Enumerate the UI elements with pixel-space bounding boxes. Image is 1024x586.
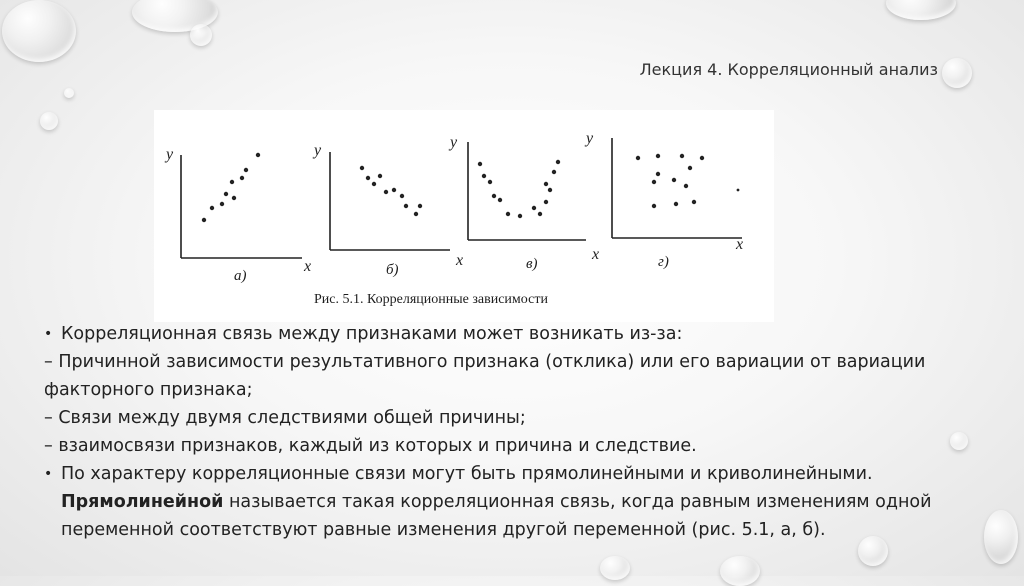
y-axis-label-d: y <box>586 130 594 147</box>
x-axis-label-a: x <box>304 258 312 275</box>
panel-label-a: а) <box>234 268 247 284</box>
y-axis-label-c: y <box>450 134 458 151</box>
bullet-dot-icon: • <box>44 466 53 482</box>
scatter-figure <box>154 110 774 322</box>
bullet-text: Корреляционная связь между признаками может возникать из-за: <box>61 324 683 344</box>
bullet-item <box>44 460 1010 544</box>
dash-item-text: – Связи между двумя следствиями общей причины; <box>44 408 526 428</box>
water-drop-decoration <box>190 24 212 46</box>
x-axis-label-c: x <box>592 246 600 263</box>
y-axis-label-a: y <box>166 146 174 163</box>
dash-item-text: – взаимосвязи признаков, каждый из которых и причина и следствие. <box>44 436 697 456</box>
dash-item <box>44 348 1010 404</box>
slide-title <box>640 60 938 79</box>
dash-item <box>44 432 1010 460</box>
water-drop-decoration <box>886 0 956 20</box>
bullet-dot-icon: • <box>44 326 53 342</box>
x-axis-label-d: x <box>736 236 744 253</box>
water-drop-decoration <box>600 556 630 580</box>
dash-item-text: – Причинной зависимости результативного признака (отклика) или его вариации от вариации факторного признака; <box>44 352 926 400</box>
scatter-plots-svg <box>154 110 774 322</box>
x-axis-label-b: x <box>456 252 464 269</box>
bullet-text-continued: называется такая корреляционная связь, когда равным изменениям одной переменной соответствуют равные изменения другой переменной (рис. 5.1, а, б). <box>61 492 932 540</box>
water-drop-decoration <box>2 0 76 62</box>
water-drop-decoration <box>40 112 58 130</box>
bullet-item <box>44 320 1010 348</box>
panel-label-c: в) <box>526 256 538 272</box>
dash-item <box>44 404 1010 432</box>
y-axis-label-b: y <box>314 142 322 159</box>
bold-term: Прямолинейной <box>61 492 224 512</box>
panel-label-d: г) <box>658 254 669 270</box>
bullet-text: По характеру корреляционные связи могут быть прямолинейными и криволинейными. <box>61 464 873 484</box>
figure-caption: Рис. 5.1. Корреляционные зависимости <box>314 292 548 307</box>
slide-body-text <box>44 320 1010 544</box>
panel-label-b: б) <box>386 262 399 278</box>
water-drop-decoration <box>64 88 74 98</box>
water-drop-decoration <box>942 58 972 88</box>
slide-title-text: Лекция 4. Корреляционный анализ <box>639 60 938 79</box>
water-drop-decoration <box>720 556 760 586</box>
